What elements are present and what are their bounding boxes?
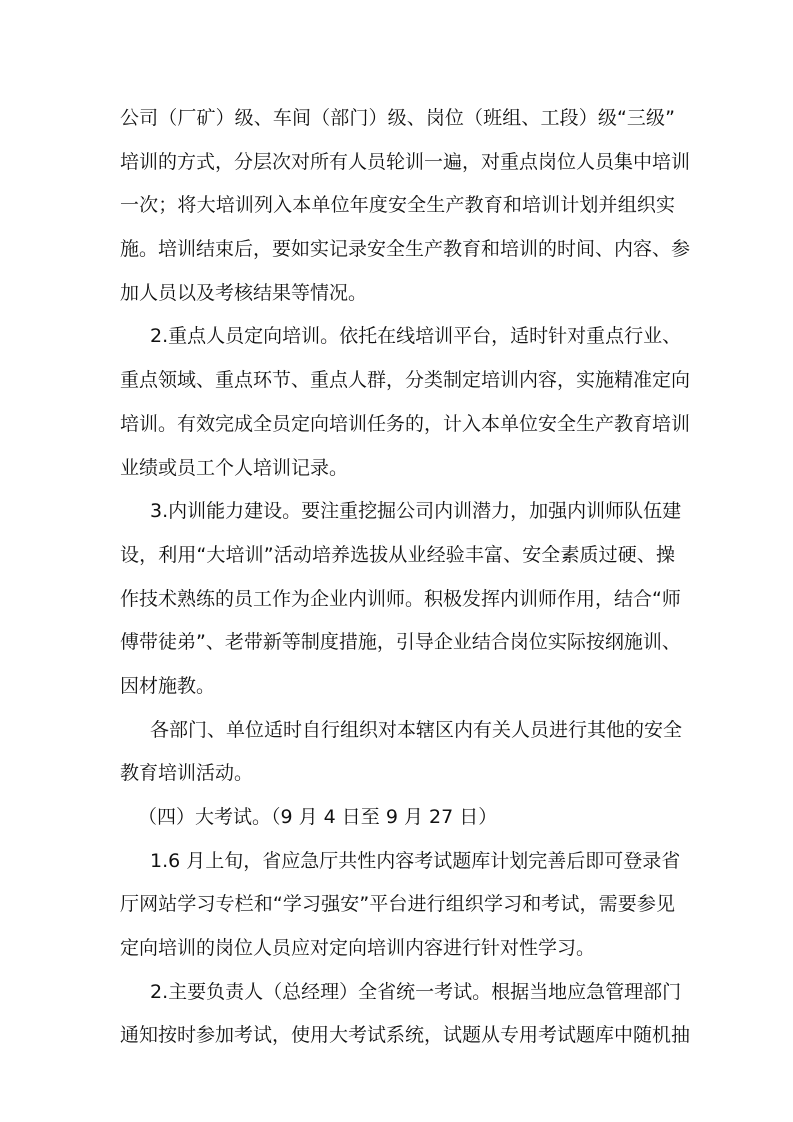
text-line: 加人员以及考核结果等情况。 <box>120 281 368 304</box>
document-page <box>120 97 691 1058</box>
text-line: 通知按时参加考试，使用大考试系统，试题从专用考试题库中随机抽 <box>120 1024 691 1047</box>
text-line: 1.6 月上旬，省应急厅共性内容考试题库计划完善后即可登录省 <box>150 849 681 872</box>
text-line: 一次；将大培训列入本单位年度安全生产教育和培训计划并组织实 <box>120 194 675 217</box>
text-line: 教育培训活动。 <box>120 762 254 785</box>
text-line: 培训。有效完成全员定向培训任务的，计入本单位安全生产教育培训 <box>120 412 691 435</box>
text-line: 定向培训的岗位人员应对定向培训内容进行针对性学习。 <box>120 937 596 960</box>
text-line: 2.主要负责人（总经理）全省统一考试。根据当地应急管理部门 <box>150 980 682 1003</box>
text-line: 重点领域、重点环节、重点人群，分类制定培训内容，实施精准定向 <box>120 369 691 392</box>
text-line: 培训的方式，分层次对所有人员轮训一遍，对重点岗位人员集中培训 <box>120 150 691 173</box>
text-line: 因材施教。 <box>120 674 216 697</box>
text-line: 厅网站学习专栏和“学习强安”平台进行组织学习和考试，需要参见 <box>120 893 675 916</box>
text-line: 各部门、单位适时自行组织对本辖区内有关人员进行其他的安全 <box>150 718 683 741</box>
text-line: 作技术熟练的员工作为企业内训师。积极发挥内训师作用，结合“师 <box>120 587 681 610</box>
text-line: 公司（厂矿）级、车间（部门）级、岗位（班组、工段）级“三级” <box>120 107 675 129</box>
text-line: 2.重点人员定向培训。依托在线培训平台，适时针对重点行业、 <box>150 325 682 348</box>
text-line: 3.内训能力建设。要注重挖掘公司内训潜力，加强内训师队伍建 <box>150 500 682 523</box>
text-line: 傅带徒弟”、老带新等制度措施，引导企业结合岗位实际按纲施训、 <box>120 631 681 654</box>
text-line: 业绩或员工个人培训记录。 <box>120 456 349 479</box>
text-line: 设，利用“大培训”活动培养选拔从业经验丰富、安全素质过硬、操 <box>120 543 675 566</box>
text-line: （四）大考试。（9 月 4 日至 9 月 27 日） <box>138 806 498 828</box>
text-line: 施。培训结束后，要如实记录安全生产教育和培训的时间、内容、参 <box>120 238 691 261</box>
